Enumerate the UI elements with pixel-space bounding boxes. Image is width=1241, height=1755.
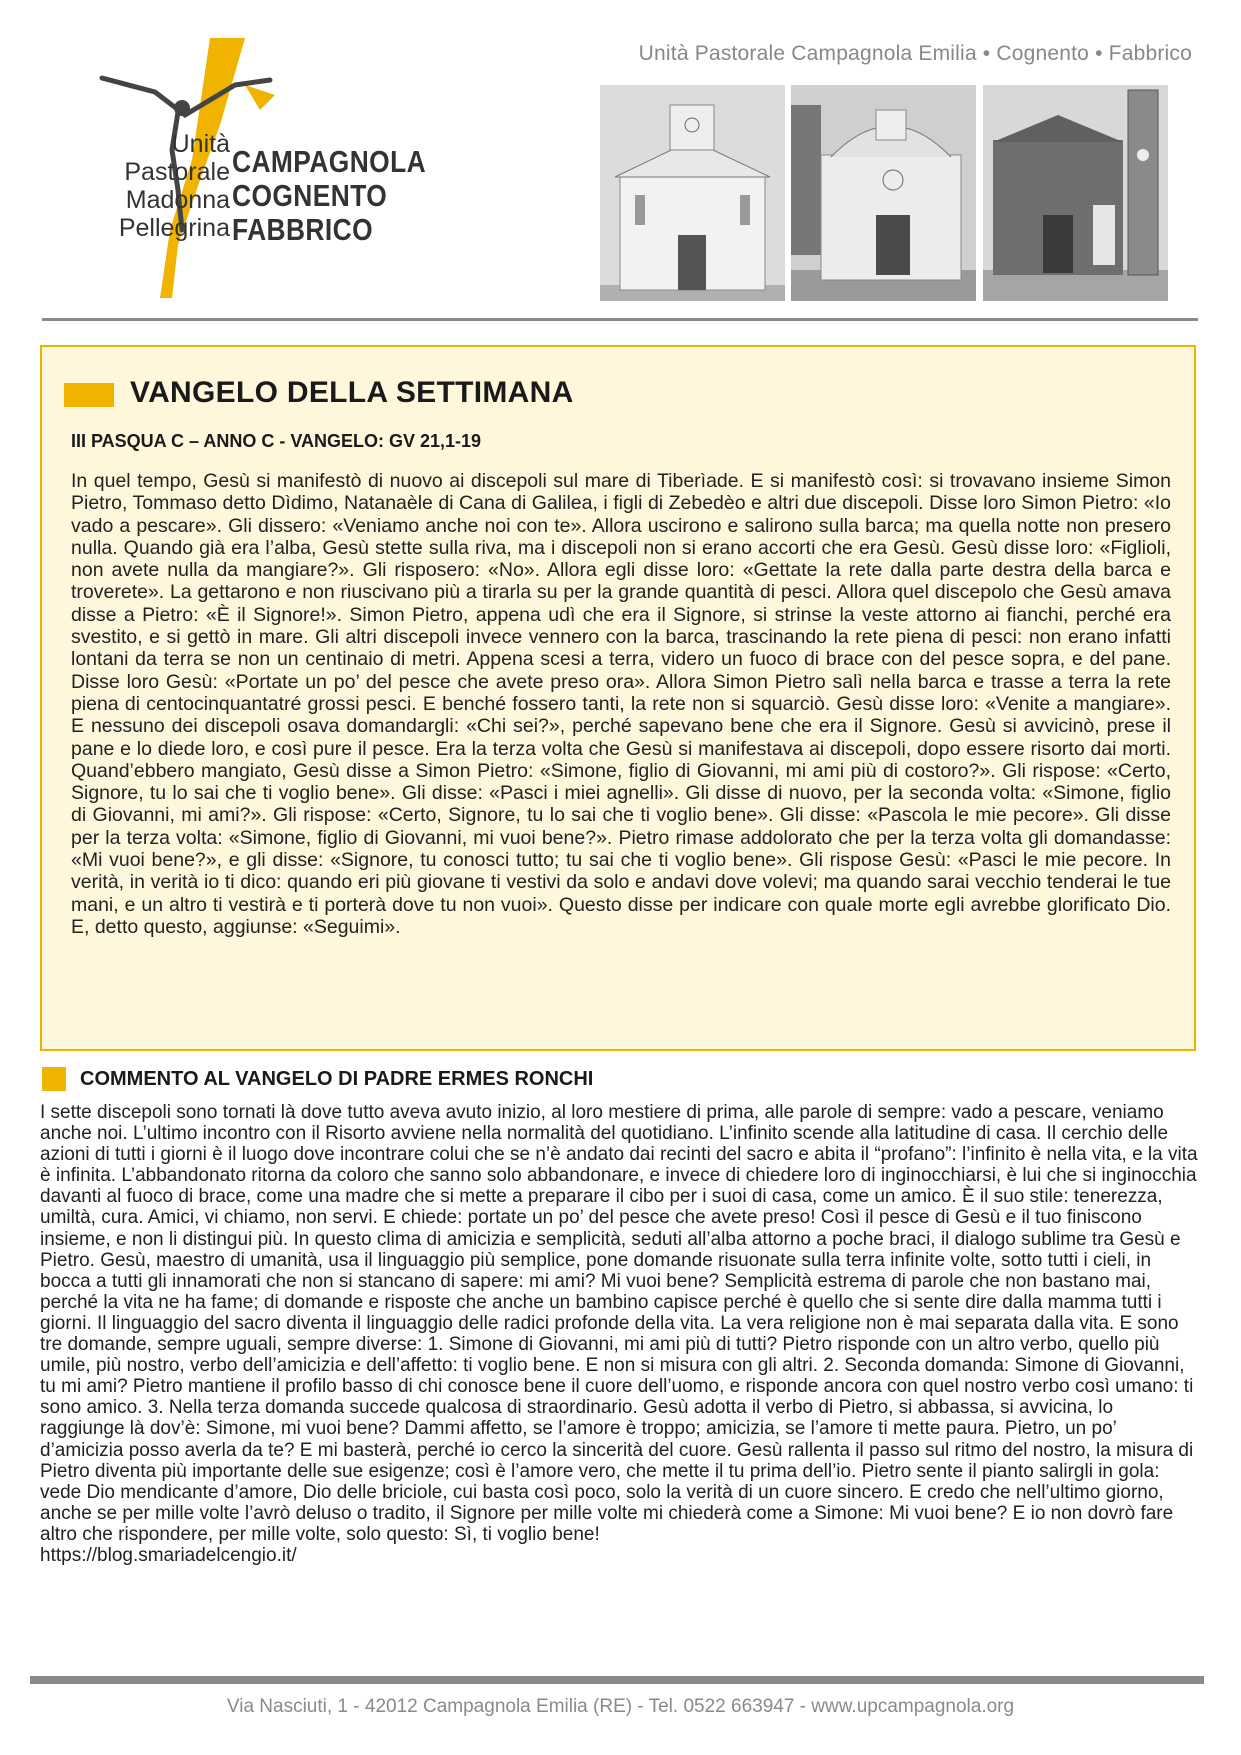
church-fabbrico-image [983,85,1168,301]
church-fabbrico-icon [983,85,1168,301]
gospel-subheading: III PASQUA C – ANNO C - VANGELO: GV 21,1-19 [71,431,482,451]
logo-line: COGNENTO [232,178,388,213]
comment-body: I sette discepoli sono tornati là dove tutto aveva avuto inizio, al loro mestiere di prima, alle parole di sempre: vado a pescare, veniamo anche noi. L’ultimo incontro con il Risorto avviene nella normalità del quotidiano. L’infinito scende alla latitudine di casa. Il cerchio delle azioni di tutti i giorni è il luogo dove incontrare colui che se n’è andato dai recinti del sacro e abita il “profano”: l’infinito è nella vita, e la vita è infinita. L’abbandonato ritorna da coloro che sanno solo abbandonare, e invece di chiedere loro di inginocchiarsi, è lui che si inginocchia davanti al fuoco di brace, come una madre che si mette a preparare il cibo per i suoi di casa, come un amico. È il suo stile: tenerezza, umiltà, cura. Amici, vi chiamo, non servi. E chiede: portate un po’ del pesce che avete preso! Così il pesce di Gesù e il tuo finiscono insieme, e non li distingui più. In questo clima di amicizia e semplicità, seduti all’alba attorno a poche braci, il dialogo sublime tra Gesù e Pietro. Gesù, maestro di umanità, usa il linguaggio più semplice, pone domande risuonate sulla terra infinite volte, sotto tutti i cieli, in bocca a tutti gli innamorati che non si stancano di sapere: mi ami? Mi vuoi bene? Semplicità estrema di parole che non bastano mai, perché la vita ne ha fame; di domande e risposte che anche un bambino capisce perché è quello che si sente dire dalla mamma tutti i giorni. Il linguaggio del sacro diventa il linguaggio delle radici profonde della vita. La vera religione non è mai separata dalla vita. E sono tre domande, sempre uguali, sempre diverse: 1. Simone di Giovanni, mi ami più di tutti? Pietro risponde con un altro verbo, quello più umile, più nostro, verbo dell’amicizia e dell’affetto: ti voglio bene. E non si misura con gli altri. 2. Seconda domanda: Simone di Giovanni, tu mi ami? Pietro mantiene il profilo basso di chi conosce bene il cuore dell’uomo, e risponde ancora con quel nostro verbo così umano: ti sono amico. 3. Nella terza domanda succede qualcosa di straordinario. Gesù adotta il verbo di Pietro, si abbassa, si avvicina, lo raggiunge là dov’è: Simone, mi vuoi bene? Dammi affetto, se l’amore è troppo; amicizia, se l’amore ti mette paura. Pietro, un po’ d’amicizia posso averla da te? E mi basterà, perché io cerco la sincerità del cuore. Gesù rallenta il passo sul ritmo del nostro, la misura di Pietro diventa più importante delle sue esigenze; così è l’amore vero, che mette il tu prima dell’io. Pietro sente il pianto salirgli in gola: vede Dio mendicante d’amore, Dio delle briciole, cui basta così poco, solo la verità di un cuore sincero. E credo che nell’ultimo giorno, anche se per mille volte l’avrò deluso o tradito, il Signore per mille volte mi chiederà come a Simone: Mi vuoi bene? E io non dovrò fare altro che rispondere, per mille volte, solo questo: Sì, ti voglio bene! [40,1102,1198,1545]
source-link[interactable]: https://blog.smariadelcengio.it/ [40,1544,297,1566]
comment-heading: COMMENTO AL VANGELO DI PADRE ERMES RONCHI [80,1068,594,1090]
logo-line: Unità [171,130,230,158]
logo-line: Pellegrina [118,214,230,242]
logo-line: FABBRICO [232,212,374,247]
church-cognento-image [791,85,976,301]
logo [60,30,460,300]
logo-text-right [232,145,428,247]
comment-text [40,1102,1200,1566]
church-cognento-icon [791,85,976,301]
unit-title: Unità Pastorale Campagnola Emilia • Cognento • Fabbrico [638,42,1192,65]
church-campagnola-icon [600,85,785,301]
footer-text: Via Nasciuti, 1 - 42012 Campagnola Emilia (RE) - Tel. 0522 663947 - www.upcampagnola.org [226,1696,1015,1717]
gospel-heading: VANGELO DELLA SETTIMANA [130,376,574,409]
logo-line: CAMPAGNOLA [232,144,427,179]
logo-line: Pastorale [124,158,230,186]
logo-text-left [90,130,230,242]
header-divider [42,318,1198,321]
gospel-heading-marker [64,383,114,407]
logo-line: Madonna [125,186,230,214]
gospel-text: In quel tempo, Gesù si manifestò di nuovo ai discepoli sul mare di Tiberìade. E si manifestò così: si trovavano insieme Simon Pietro, Tommaso detto Dìdimo, Natanaèle di Cana di Galilea, i figli di Zebedèo e altri due discepoli. Disse loro Simon Pietro: «Io vado a pescare». Gli dissero: «Veniamo anche noi con te». Allora uscirono e salirono sulla barca; ma quella notte non presero nulla. Quando già era l’alba, Gesù stette sulla riva, ma i discepoli non si erano accorti che era Gesù. Gesù disse loro: «Figlioli, non avete nulla da mangiare?». Gli risposero: «No». Allora egli disse loro: «Gettate la rete dalla parte destra della barca e troverete». La gettarono e non riuscivano più a tirarla su per la grande quantità di pesci. Allora quel discepolo che Gesù amava disse a Pietro: «È il Signore!». Simon Pietro, appena udì che era il Signore, si strinse la veste attorno ai fianchi, perché era svestito, e si gettò in mare. Gli altri discepoli invece vennero con la barca, trascinando la rete piena di pesci: non erano infatti lontani da terra se non un centinaio di metri. Appena scesi a terra, videro un fuoco di brace con del pesce sopra, e del pane. Disse loro Gesù: «Portate un po’ del pesce che avete preso ora». Allora Simon Pietro salì nella barca e trasse a terra la rete piena di centocinquantatré grossi pesci. E benché fossero tanti, la rete non si squarciò. Gesù disse loro: «Venite a mangiare». E nessuno dei discepoli osava domandargli: «Chi sei?», perché sapevano bene che era il Signore. Gesù si avvicinò, prese il pane e lo diede loro, e così pure il pesce. Era la terza volta che Gesù si manifestava ai discepoli, dopo essere risorto dai morti. Quand’ebbero mangiato, Gesù disse a Simon Pietro: «Simone, figlio di Giovanni, mi ami più di costoro?». Gli rispose: «Certo, Signore, tu lo sai che ti voglio bene». Gli disse: «Pasci i miei agnelli». Gli disse di nuovo, per la seconda volta: «Simone, figlio di Giovanni, mi ami?». Gli rispose: «Certo, Signore, tu lo sai che ti voglio bene». Gli disse: «Pascola le mie pecore». Gli disse per la terza volta: «Simone, figlio di Giovanni, mi vuoi bene?». Pietro rimase addolorato che per la terza volta gli domandasse: «Mi vuoi bene?», e gli disse: «Signore, tu conosci tutto; tu sai che ti voglio bene». Gli rispose Gesù: «Pasci le mie pecore. In verità, in verità io ti dico: quando eri più giovane ti vestivi da solo e andavi dove volevi; ma quando sarai vecchio tenderai le tue mani, e un altro ti vestirà e ti porterà dove tu non vuoi». Questo disse per indicare con quale morte egli avrebbe glorificato Dio. E, detto questo, aggiunse: «Seguimi». [71,470,1171,938]
comment-heading-marker [42,1067,66,1091]
footer-divider [30,1676,1204,1684]
church-campagnola-image [600,85,785,301]
